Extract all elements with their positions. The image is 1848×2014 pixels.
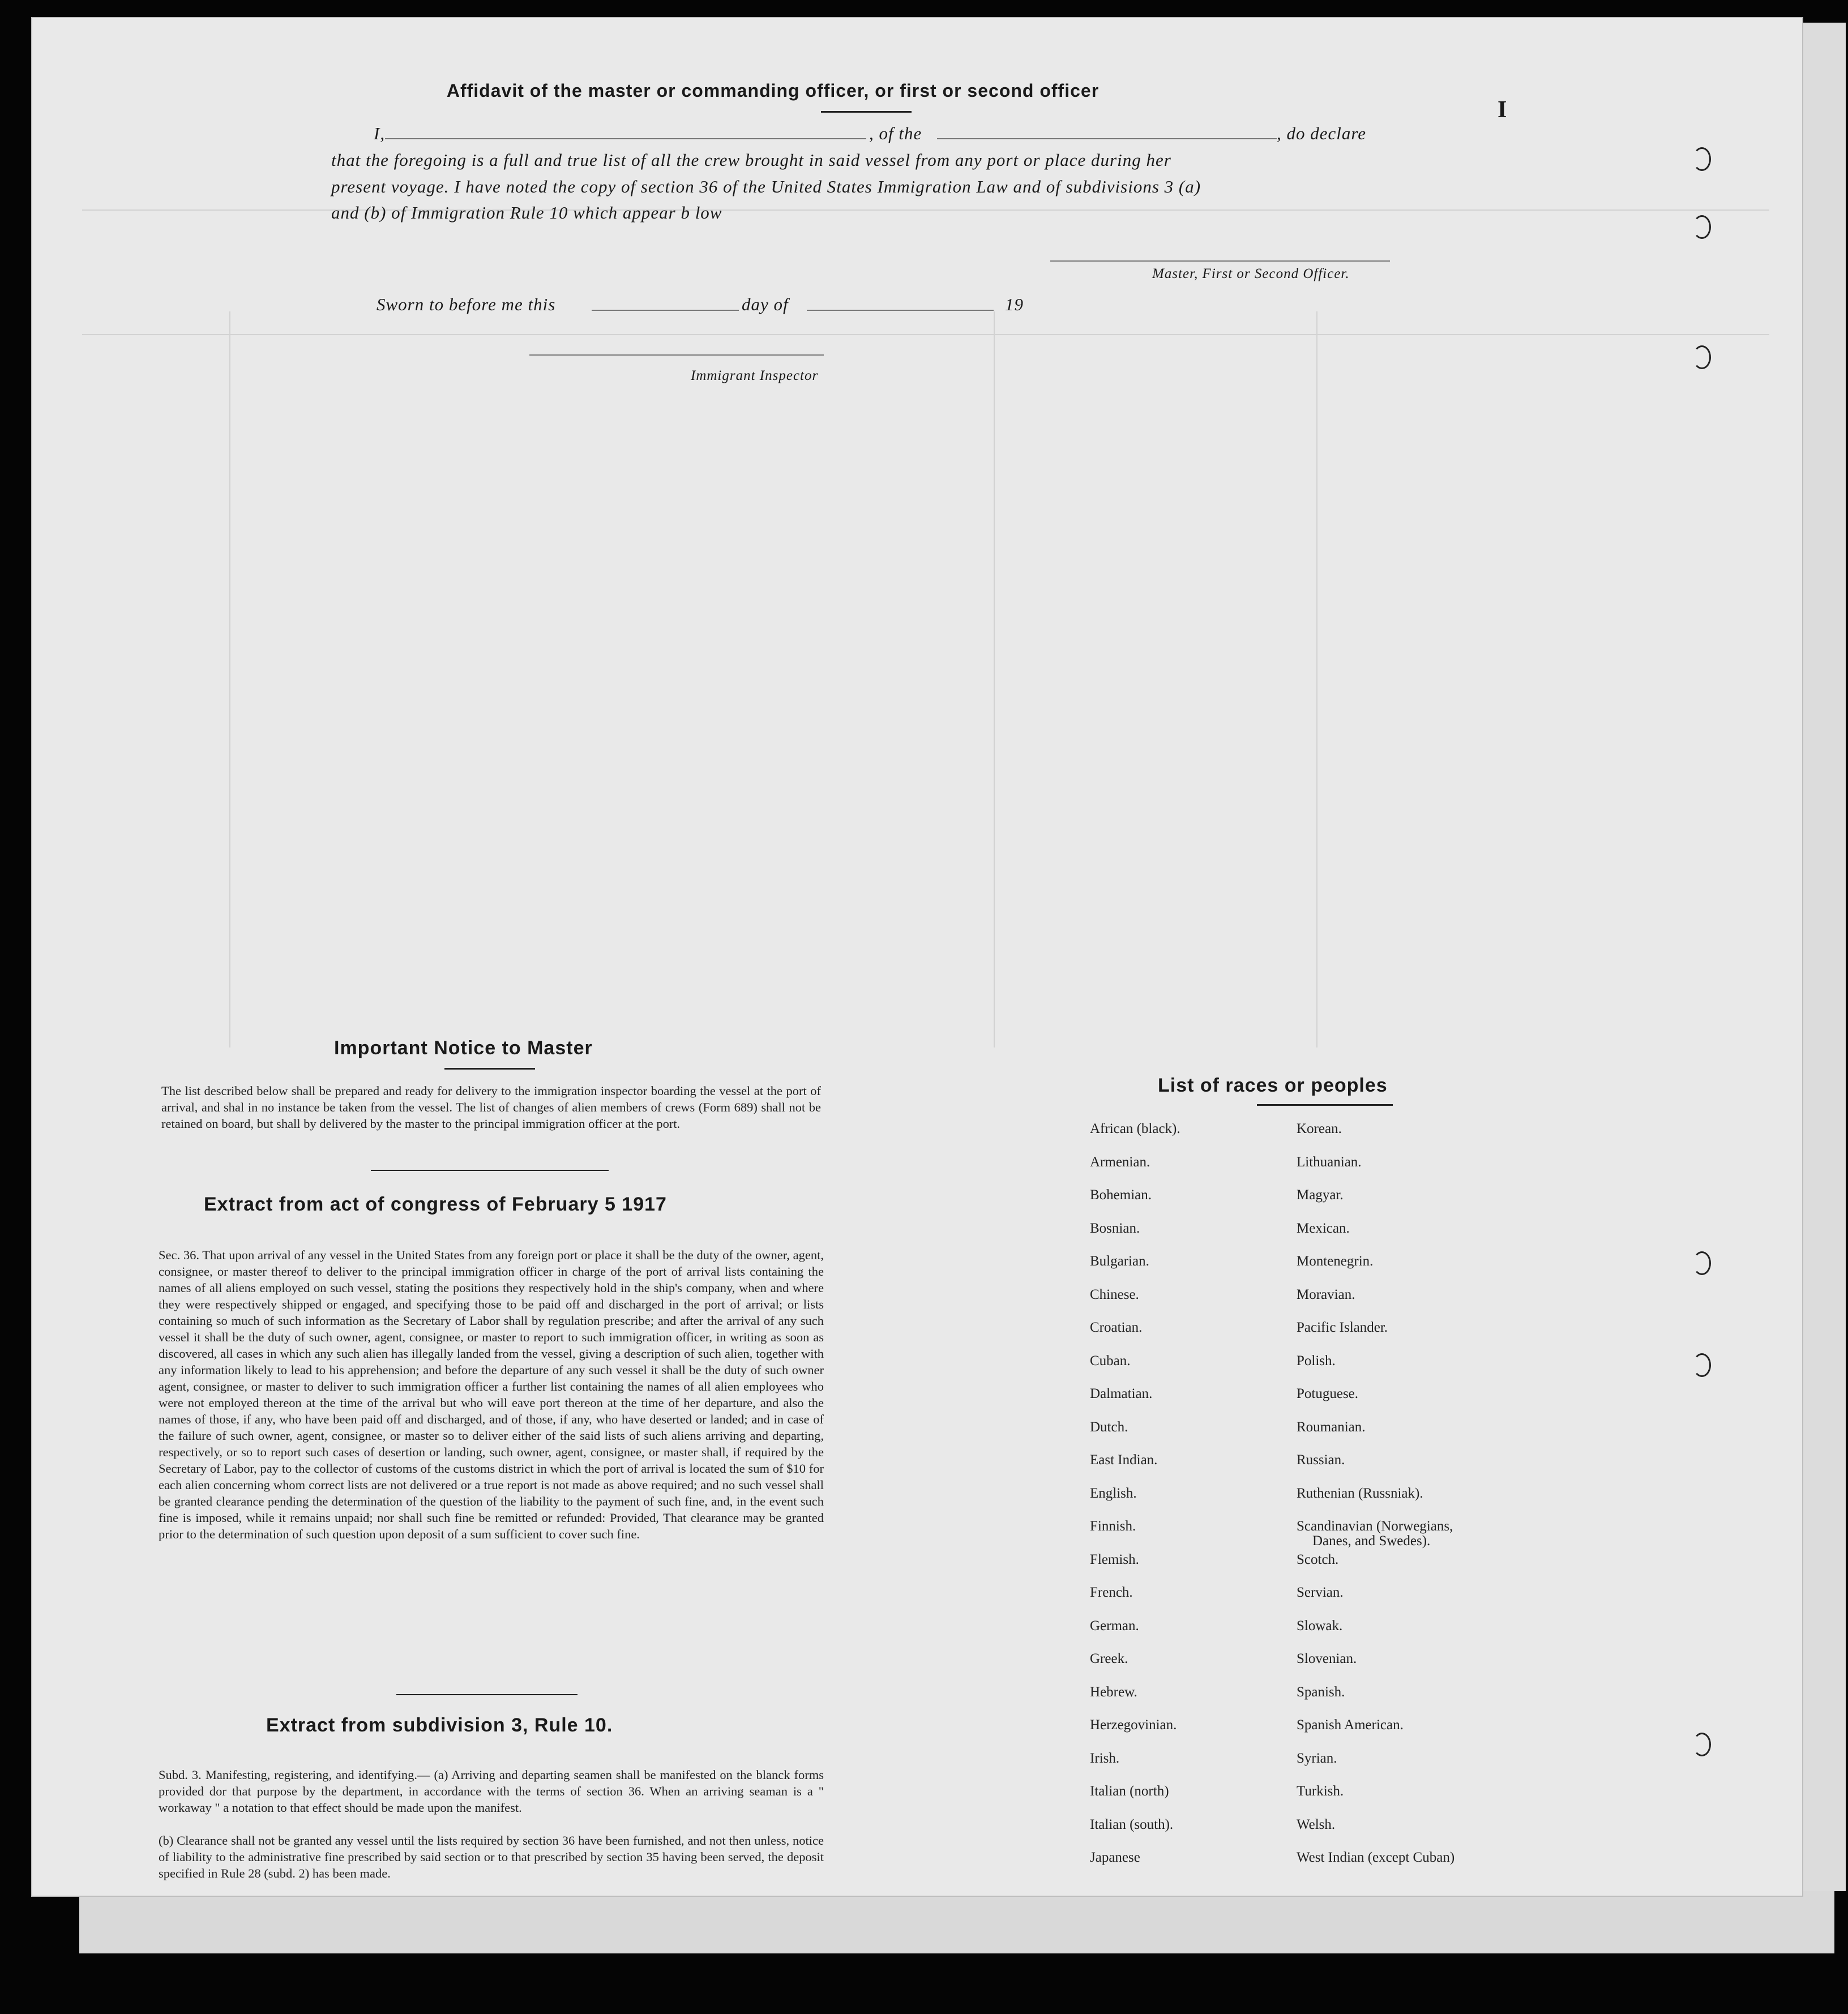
race-item: West Indian (except Cuban) [1297,1850,1455,1865]
corner-mark: I [1498,97,1507,123]
races-left-column [1090,1121,1271,1880]
race-item: Italian (south). [1090,1816,1174,1832]
sworn-year: 19 [1005,294,1024,314]
race-item: Japanese [1090,1850,1140,1865]
bleed-rule [1316,311,1317,1047]
vessel-blank [937,138,1277,139]
race-item: Syrian. [1297,1750,1337,1766]
race-item: Roumanian. [1297,1419,1366,1435]
race-item: Bosnian. [1090,1220,1140,1236]
inspector-label: Immigrant Inspector [691,368,819,383]
bleed-rule [229,311,230,1047]
race-item: Slowak. [1297,1618,1343,1634]
race-item-continuation: Danes, and Swedes). [1312,1533,1431,1549]
race-item: English. [1090,1485,1137,1501]
race-item: Pacific Islander. [1297,1320,1388,1335]
name-blank [385,138,866,139]
race-item: Hebrew. [1090,1684,1137,1700]
signature-blank [1050,260,1390,262]
punch-hole [1693,345,1711,369]
race-item: Armenian. [1090,1154,1150,1170]
race-item: Dalmatian. [1090,1386,1153,1401]
races-right-column [1297,1121,1534,1880]
race-item: Irish. [1090,1750,1120,1766]
race-item: Bohemian. [1090,1187,1152,1203]
race-item: Montenegrin. [1297,1254,1374,1269]
races-title: List of races or peoples [1158,1075,1388,1096]
affidavit-title: Affidavit of the master or commanding officer, or first or second officer [446,80,1100,101]
bleed-rule [82,334,1769,335]
race-item: Scotch. [1297,1551,1339,1567]
affidavit-line2: that the foregoing is a full and true list of all the crew brought in said vessel from any port or place during her [331,150,1171,170]
race-item: Croatian. [1090,1320,1143,1335]
sworn-day-of: day of [742,294,789,314]
race-item: Polish. [1297,1353,1336,1369]
sworn-text: Sworn to before me this [377,294,556,314]
affidavit-line3: present voyage. I have noted the copy of section 36 of the United States Immigration Law and of subdivisions 3 (a) [331,177,1201,196]
race-item: Potuguese. [1297,1386,1359,1401]
punch-hole [1693,1353,1711,1377]
act-extract-title: Extract from act of congress of February 5 1917 [204,1194,667,1215]
master-label: Master, First or Second Officer. [1152,266,1350,281]
race-item: Scandinavian (Norwegians, [1297,1519,1453,1534]
notice-divider [371,1170,609,1171]
race-item: Magyar. [1297,1187,1344,1203]
rule-extract-title: Extract from subdivision 3, Rule 10. [266,1714,613,1736]
race-item: Spanish. [1297,1684,1345,1700]
month-blank [807,310,994,311]
race-item: Cuban. [1090,1353,1131,1369]
day-blank [592,310,739,311]
race-item: French. [1090,1585,1133,1600]
affidavit-line4: and (b) of Immigration Rule 10 which appear b low [331,203,722,223]
notice-rule [444,1068,535,1070]
race-item: Welsh. [1297,1816,1336,1832]
punch-hole [1693,1733,1711,1756]
race-item: German. [1090,1618,1139,1634]
race-item: Bulgarian. [1090,1254,1149,1269]
affidavit-line1-start: I, [374,123,386,143]
race-item: Mexican. [1297,1220,1350,1236]
notice-title: Important Notice to Master [334,1037,593,1059]
notice-text: The list described below shall be prepared and ready for delivery to the immigration inspector boarding the vessel at the port of arrival, and shal in no instance be taken from the vessel. The list of changes of alien members of crews (Form 689) shall not be retained on board, but shall by delivered by the master to the principal immigration officer at the port. [161,1084,821,1131]
manifest-reverse-sheet [31,17,1803,1897]
punch-hole [1693,215,1711,239]
rule-extract-text-a: Subd. 3. Manifesting, registering, and identifying.— (a) Arriving and departing seamen shall be manifested on the blanck forms provided dor that purpose by the department, in accordance with the terms of section 36. When an arriving seaman is a " workaway " a notation to that effect should be made upon the manifest. [159,1768,824,1815]
race-item: Moravian. [1297,1286,1355,1302]
race-item: Dutch. [1090,1419,1128,1435]
affidavit-line1-mid: , of the [869,123,922,143]
race-item: Flemish. [1090,1551,1139,1567]
race-item: Greek. [1090,1651,1128,1666]
race-item: Servian. [1297,1585,1344,1600]
punch-hole [1693,147,1711,171]
race-item: East Indian. [1090,1452,1158,1468]
race-item: African (black). [1090,1121,1180,1136]
race-item: Turkish. [1297,1784,1344,1799]
rule-extract-text-b: (b) Clearance shall not be granted any vessel until the lists required by section 36 have been furnished, and not then unless, notice of liability to the administrative fine prescribed by said section or to that prescribed by section 35 having been served, the deposit specified in Rule 28 (subd. 2) has been made. [159,1833,824,1880]
race-item: Herzegovinian. [1090,1717,1177,1733]
race-item: Spanish American. [1297,1717,1404,1733]
race-item: Slovenian. [1297,1651,1357,1666]
race-item: Finnish. [1090,1519,1136,1534]
race-item: Korean. [1297,1121,1342,1136]
inspector-blank [529,354,824,356]
race-item: Russian. [1297,1452,1345,1468]
race-item: Chinese. [1090,1286,1139,1302]
race-item: Ruthenian (Russniak). [1297,1485,1423,1501]
affidavit-line1-end: , do declare [1277,123,1367,143]
bleed-rule [994,311,995,1047]
race-item: Lithuanian. [1297,1154,1362,1170]
act-extract-text: Sec. 36. That upon arrival of any vessel in the United States from any foreign port or place it shall be the duty of the owner, agent, consignee, or master thereof to deliver to the principal immigration officer in charge of the port of arrival lists containing the names of all aliens employed on such vessel, stating the positions they respectively hold in the ship's company, when and where they were respectively shipped or engaged, and specifying those to be paid off and discharged in the port of arrival; or lists containing so much of such information as the Secretary of Labor shall by regulation prescribe; and after the arrival of any such vessel it shall be the duty of such owner, agent, consignee, or master to report to such immigration officer, in writing as soon as discovered, all cases in which any such alien has illegally landed from the vessel, giving a description of such alien, together with any information likely to lead to his apprehension; and before the departure of any such vessel it shall be the duty of such owner agent, consignee, or master to deliver to such immigration officer a further list containing the names of all alien employees who were not employed thereon at the time of the arrival but who will eave port thereon at the time of her departure, and also the names of those, if any, who have been paid off and discharged, and of those, if any, who have deserted or landed; and in case of the failure of such owner, agent, consignee, or master so to deliver either of the said lists of such aliens arriving and departing, respectively, or so to report such cases of desertion or landing, such owner, agent, consignee, or master shall, if required by the Secretary of Labor, pay to the collector of customs of the customs district in which the port of arrival is located the sum of $10 for each alien concerning whom correct lists are not delivered or a true report is not made as above required; and no such vessel shall be granted clearance pending the determination of the question of the liability to the payment of such fine, and, in the event such fine is imposed, while it remains unpaid; nor shall such fine be remitted or refunded: Provided, That clearance may be granted prior to the determination of such question upon deposit of a sum sufficient to cover such fine. [159,1248,824,1541]
races-rule [1257,1104,1393,1106]
act-divider [396,1694,578,1695]
title-rule [821,111,912,113]
race-item: Italian (north) [1090,1784,1169,1799]
punch-hole [1693,1251,1711,1275]
